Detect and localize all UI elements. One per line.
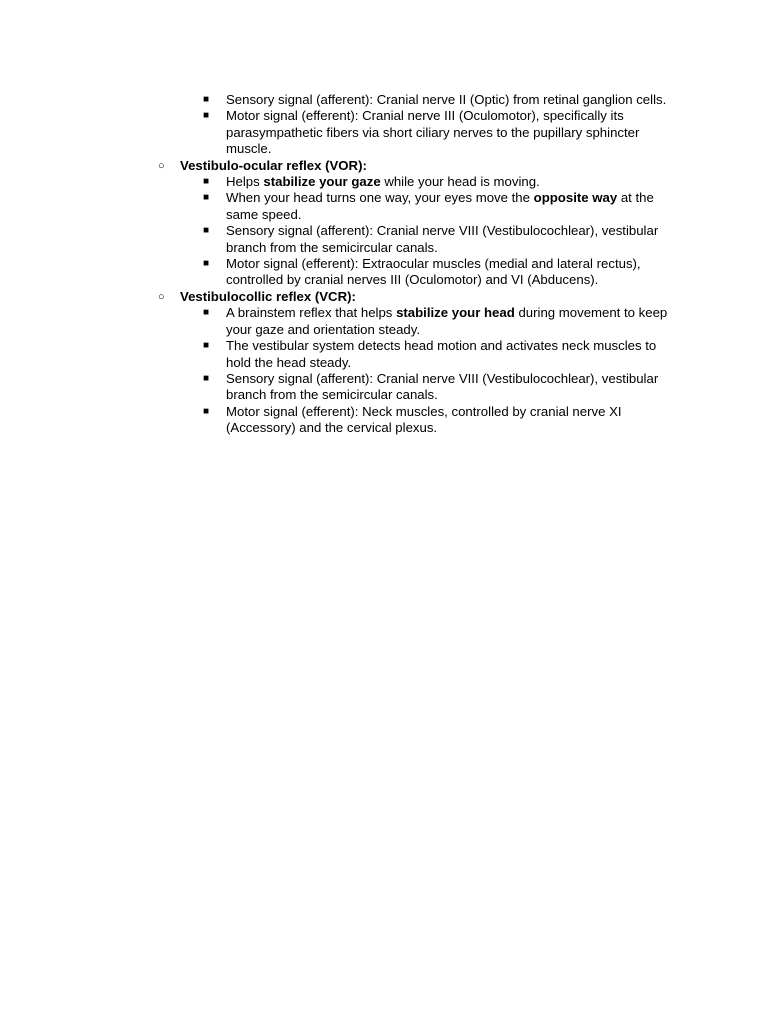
square-bullet-icon: ■	[203, 307, 210, 319]
section-heading-vcr	[0, 289, 678, 305]
list-item	[0, 338, 681, 371]
square-bullet-icon: ■	[203, 340, 210, 352]
square-bullet-icon: ■	[203, 176, 210, 188]
square-bullet-icon: ■	[203, 110, 210, 122]
list-item-text: The vestibular system detects head motion and activates neck muscles to hold the head steady.	[226, 338, 657, 370]
list-item-text: Sensory signal (afferent): Cranial nerve VIII (Vestibulocochlear), vestibular branch from the semicircular canals.	[226, 370, 659, 403]
list-item	[0, 92, 681, 108]
list-item	[0, 256, 681, 289]
list-item	[0, 404, 681, 437]
circle-bullet-icon: ○	[158, 290, 165, 303]
document-body	[0, 92, 768, 437]
section-heading-text: Vestibulo-ocular reflex (VOR):	[180, 157, 367, 173]
list-item	[0, 190, 681, 223]
square-bullet-icon: ■	[203, 225, 210, 237]
list-item-text: Motor signal (efferent): Cranial nerve III (Oculomotor), specifically its parasympathetic fibers via short ciliary nerves to the pupillary sphincter muscle.	[226, 108, 640, 157]
list-item	[0, 223, 681, 256]
circle-bullet-icon: ○	[158, 159, 165, 172]
list-item-text: A brainstem reflex that helps stabilize your head during movement to keep your gaze and orientation steady.	[226, 305, 668, 337]
square-bullet-icon: ■	[203, 258, 210, 270]
list-item-text: Motor signal (efferent): Neck muscles, controlled by cranial nerve XI (Accessory) and the cervical plexus.	[226, 403, 622, 436]
list-item-text: Motor signal (efferent): Extraocular muscles (medial and lateral rectus), controlled by cranial nerves III (Oculomotor) and VI (Abducens).	[226, 256, 641, 288]
square-bullet-icon: ■	[203, 94, 210, 105]
square-bullet-icon: ■	[203, 372, 210, 384]
list-item	[0, 108, 681, 157]
list-item-text: When your head turns one way, your eyes move the opposite way at the same speed.	[226, 190, 654, 222]
list-item-text: Helps stabilize your gaze while your head is moving.	[226, 174, 540, 190]
section-heading-vor	[0, 158, 678, 174]
section-heading-text: Vestibulocollic reflex (VCR):	[180, 288, 356, 304]
square-bullet-icon: ■	[203, 405, 210, 417]
square-bullet-icon: ■	[203, 192, 210, 204]
list-item-text: Sensory signal (afferent): Cranial nerve II (Optic) from retinal ganglion cells.	[226, 92, 667, 107]
list-item	[0, 371, 681, 404]
list-item-text: Sensory signal (afferent): Cranial nerve VIII (Vestibulocochlear), vestibular branch from the semicircular canals.	[226, 223, 659, 255]
list-item	[0, 305, 681, 338]
list-item	[0, 174, 681, 190]
